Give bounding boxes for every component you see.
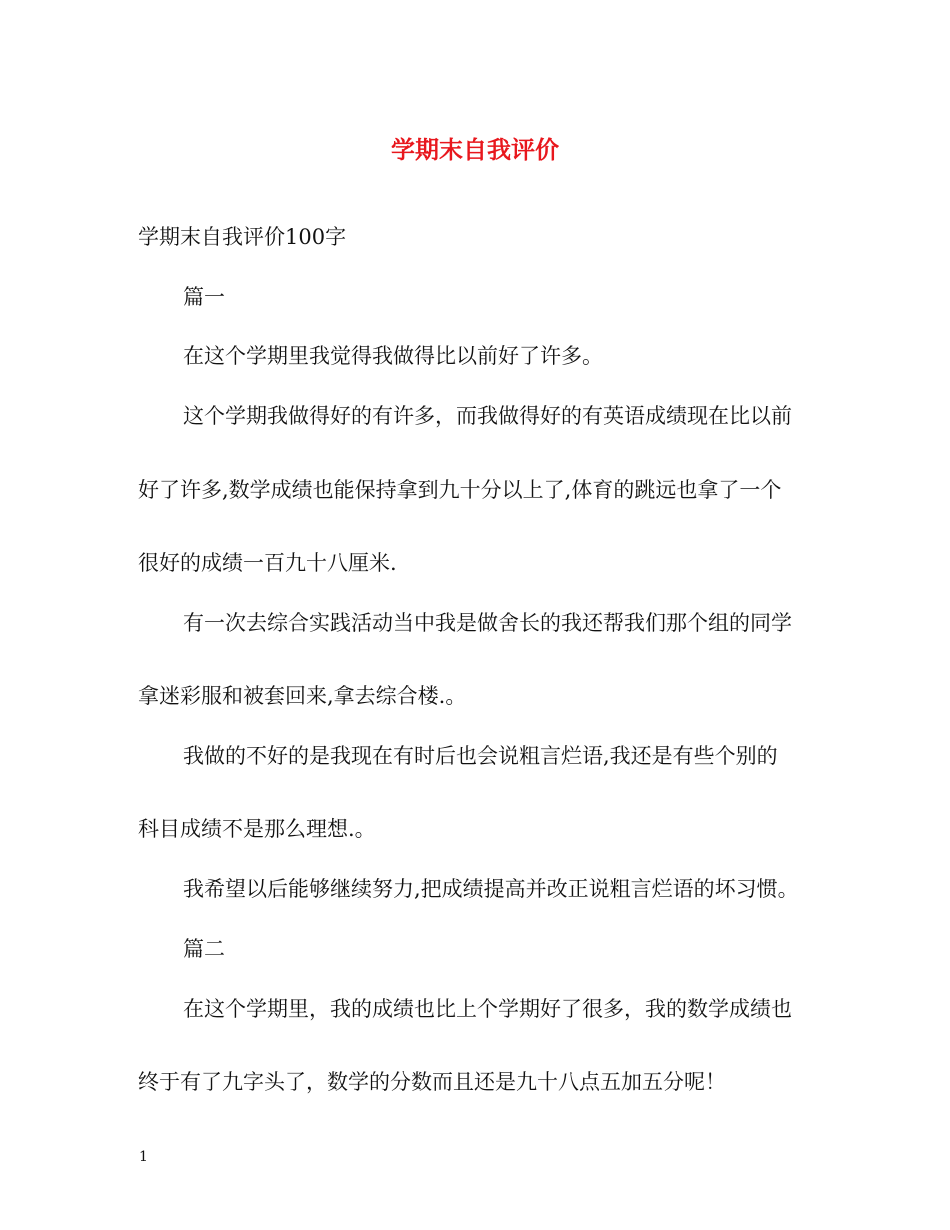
paragraph-line: 我做的不好的是我现在有时后也会说粗言烂语,我还是有些个别的 bbox=[183, 744, 778, 768]
paragraph-line: 这个学期我做得好的有许多，而我做得好的有英语成绩现在比以前 bbox=[183, 404, 792, 428]
paragraph-line: 在这个学期里我觉得我做得比以前好了许多。 bbox=[183, 344, 603, 368]
paragraph-line: 有一次去综合实践活动当中我是做舍长的我还帮我们那个组的同学 bbox=[183, 611, 792, 635]
paragraph-line: 科目成绩不是那么理想.。 bbox=[138, 817, 376, 841]
paragraph-line: 好了许多,数学成绩也能保持拿到九十分以上了,体育的跳远也拿了一个 bbox=[138, 478, 782, 502]
paragraph-line: 终于有了九字头了，数学的分数而且还是九十八点五加五分呢！ bbox=[138, 1070, 726, 1094]
paragraph-line: 拿迷彩服和被套回来,拿去综合楼.。 bbox=[138, 684, 467, 708]
section-heading: 篇一 bbox=[183, 285, 225, 309]
document-title: 学期末自我评价 bbox=[391, 135, 559, 164]
section-heading: 篇二 bbox=[183, 937, 225, 961]
paragraph-line: 我希望以后能够继续努力,把成绩提高并改正说粗言烂语的坏习惯。 bbox=[183, 877, 799, 901]
paragraph-line: 很好的成绩一百九十八厘米. bbox=[138, 551, 397, 575]
page-number: 1 bbox=[139, 1149, 148, 1165]
paragraph-line: 在这个学期里，我的成绩也比上个学期好了很多，我的数学成绩也 bbox=[183, 997, 792, 1021]
document-subtitle: 学期末自我评价100字 bbox=[138, 225, 347, 249]
